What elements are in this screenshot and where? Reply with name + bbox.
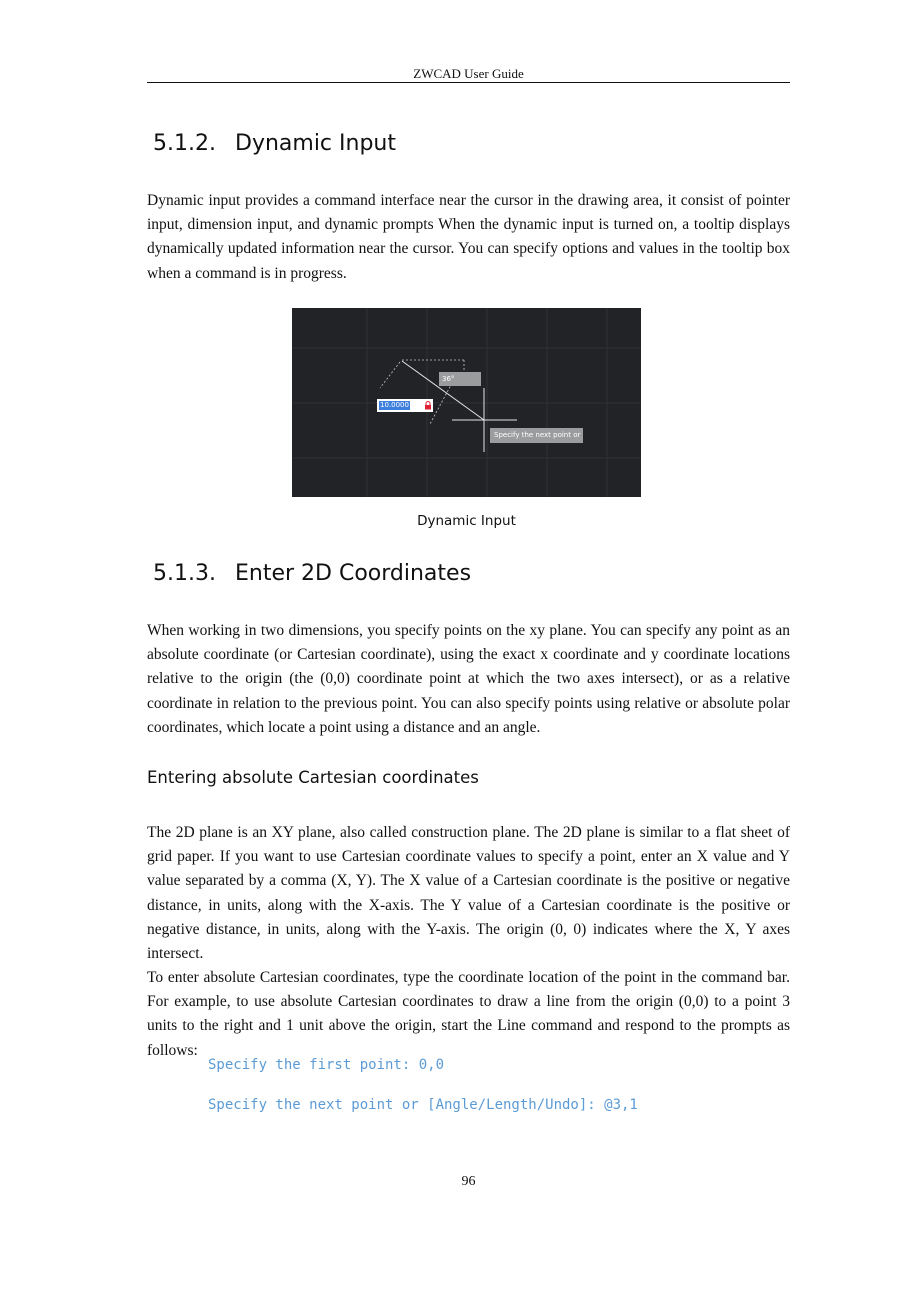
lock-icon (424, 401, 432, 410)
code-line-next-point: Specify the next point or [Angle/Length/Undo]: @3,1 (208, 1097, 638, 1113)
header-rule (147, 82, 790, 83)
section-title: Dynamic Input (235, 131, 396, 156)
distance-input-field (377, 399, 433, 412)
distance-value: 10.0000 (380, 401, 409, 409)
grid-lines (292, 308, 641, 497)
page-number: 96 (461, 1174, 476, 1189)
section-number: 5.1.2. (153, 131, 216, 156)
dimension-lines (380, 360, 464, 424)
angle-tooltip: 36° (439, 372, 481, 386)
section-title: Enter 2D Coordinates (235, 561, 472, 586)
section-heading-enter-2d-coordinates (153, 561, 471, 586)
cartesian-paragraph-1: The 2D plane is an XY plane, also called construction plane. The 2D plane is similar to a flat sheet of grid paper. If you want to use Cartesian coordinate values to specify a point, enter an X value and Y value separated by a comma (X, Y). The X value of a Cartesian coordinate is the positive or negative distance, in units, along with the X-axis. The Y value of a Cartesian coordinate is the positive or negative distance, in units, along with the Y-axis. The origin (0, 0) indicates where the X, Y axes intersect. (147, 824, 790, 963)
dynamic-input-paragraph: Dynamic input provides a command interface near the cursor in the drawing area, it consist of pointer input, dimension input, and dynamic prompts When the dynamic input is turned on, a tooltip displays dynamically updated information near the cursor. You can specify options and values in the tooltip box when a command is in progress. (147, 192, 790, 282)
prompt-tooltip: Specify the next point or (490, 428, 583, 443)
running-header: ZWCAD User Guide (413, 66, 524, 81)
subheading-absolute-cartesian: Entering absolute Cartesian coordinates (147, 768, 479, 787)
dynamic-input-figure (292, 308, 641, 497)
section-number: 5.1.3. (153, 561, 216, 586)
2d-coordinates-paragraph: When working in two dimensions, you specify points on the xy plane. You can specify any point as an absolute coordinate (or Cartesian coordinate), using the exact x coordinate and y coordinate locations relative to the origin (the (0,0) coordinate point at which the two axes intersect), or as a relative coordinate in relation to the previous point. You can also specify points using relative or absolute polar coordinates, which locate a point using a distance and an angle. (147, 622, 790, 736)
section-heading-dynamic-input (153, 131, 396, 156)
cartesian-paragraph-2: To enter absolute Cartesian coordinates, type the coordinate location of the point in the command bar. For example, to use absolute Cartesian coordinates to draw a line from the origin (0,0) to a point 3 units to the right and 1 unit above the origin, start the Line command and respond to the prompts as follows: (147, 969, 790, 1059)
code-line-first-point: Specify the first point: 0,0 (208, 1057, 445, 1073)
figure-drawing (292, 308, 641, 497)
figure-caption: Dynamic Input (417, 513, 516, 529)
